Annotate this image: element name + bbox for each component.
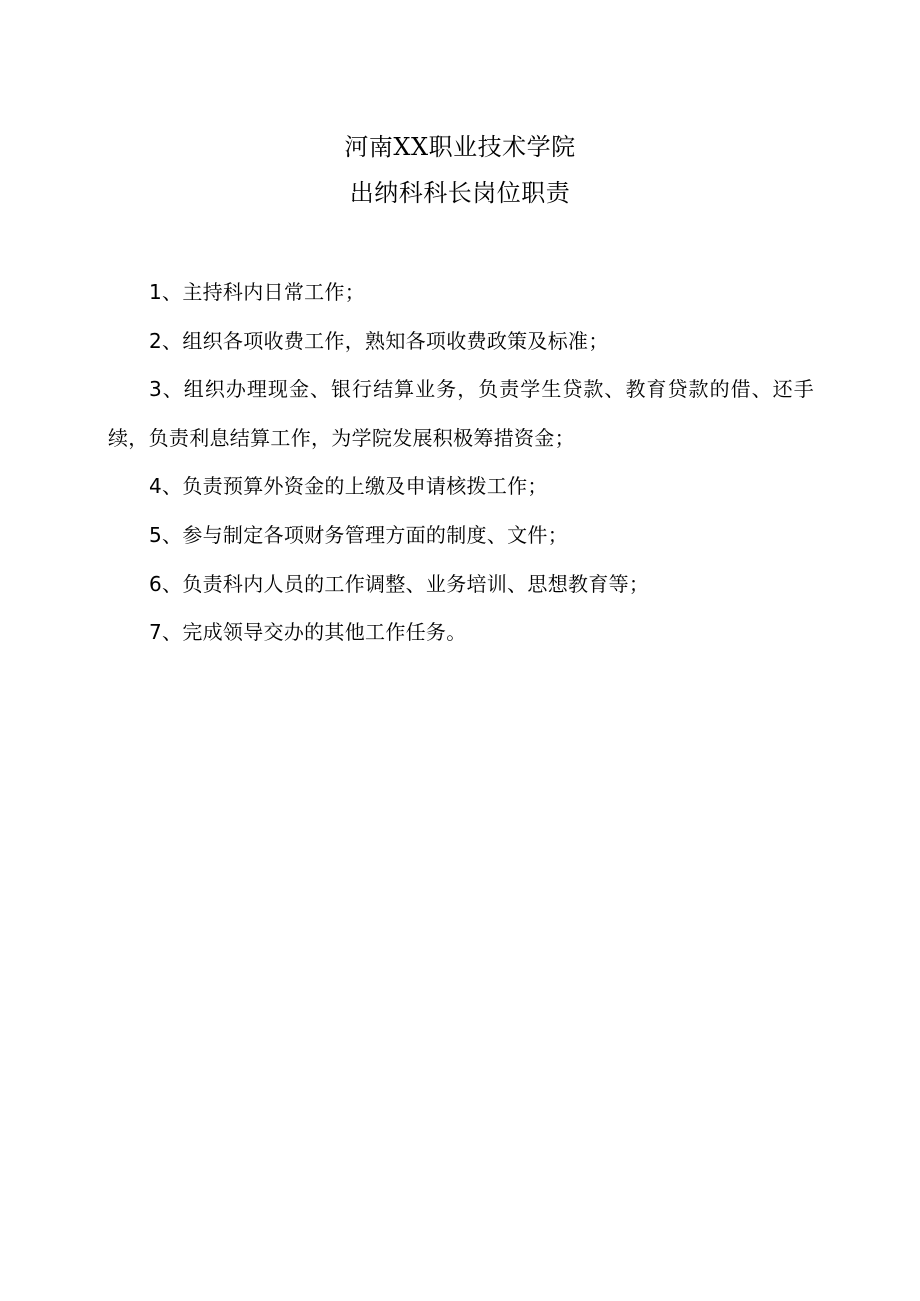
title-block (0, 124, 920, 216)
duty-item-3: 3、组织办理现金、银行结算业务，负责学生贷款、教育贷款的借、还手续，负责利息结算工作，为学院发展积极筹措资金； (108, 377, 814, 450)
duty-item-4: 4、负责预算外资金的上缴及申请核拨工作； (149, 474, 548, 499)
duty-item-2: 2、组织各项收费工作，熟知各项收费政策及标准； (149, 328, 609, 353)
document-title: 河南XX职业技术学院 (344, 133, 576, 161)
duty-item-5: 5、参与制定各项财务管理方面的制度、文件； (149, 522, 569, 547)
document-subtitle: 出纳科科长岗位职责 (349, 179, 571, 207)
duty-item-7: 7、完成领导交办的其他工作任务。 (149, 620, 467, 645)
duties-list (108, 268, 814, 657)
duty-item-1: 1、主持科内日常工作； (149, 280, 366, 304)
duty-item-6: 6、负责科内人员的工作调整、业务培训、思想教育等； (149, 571, 650, 596)
